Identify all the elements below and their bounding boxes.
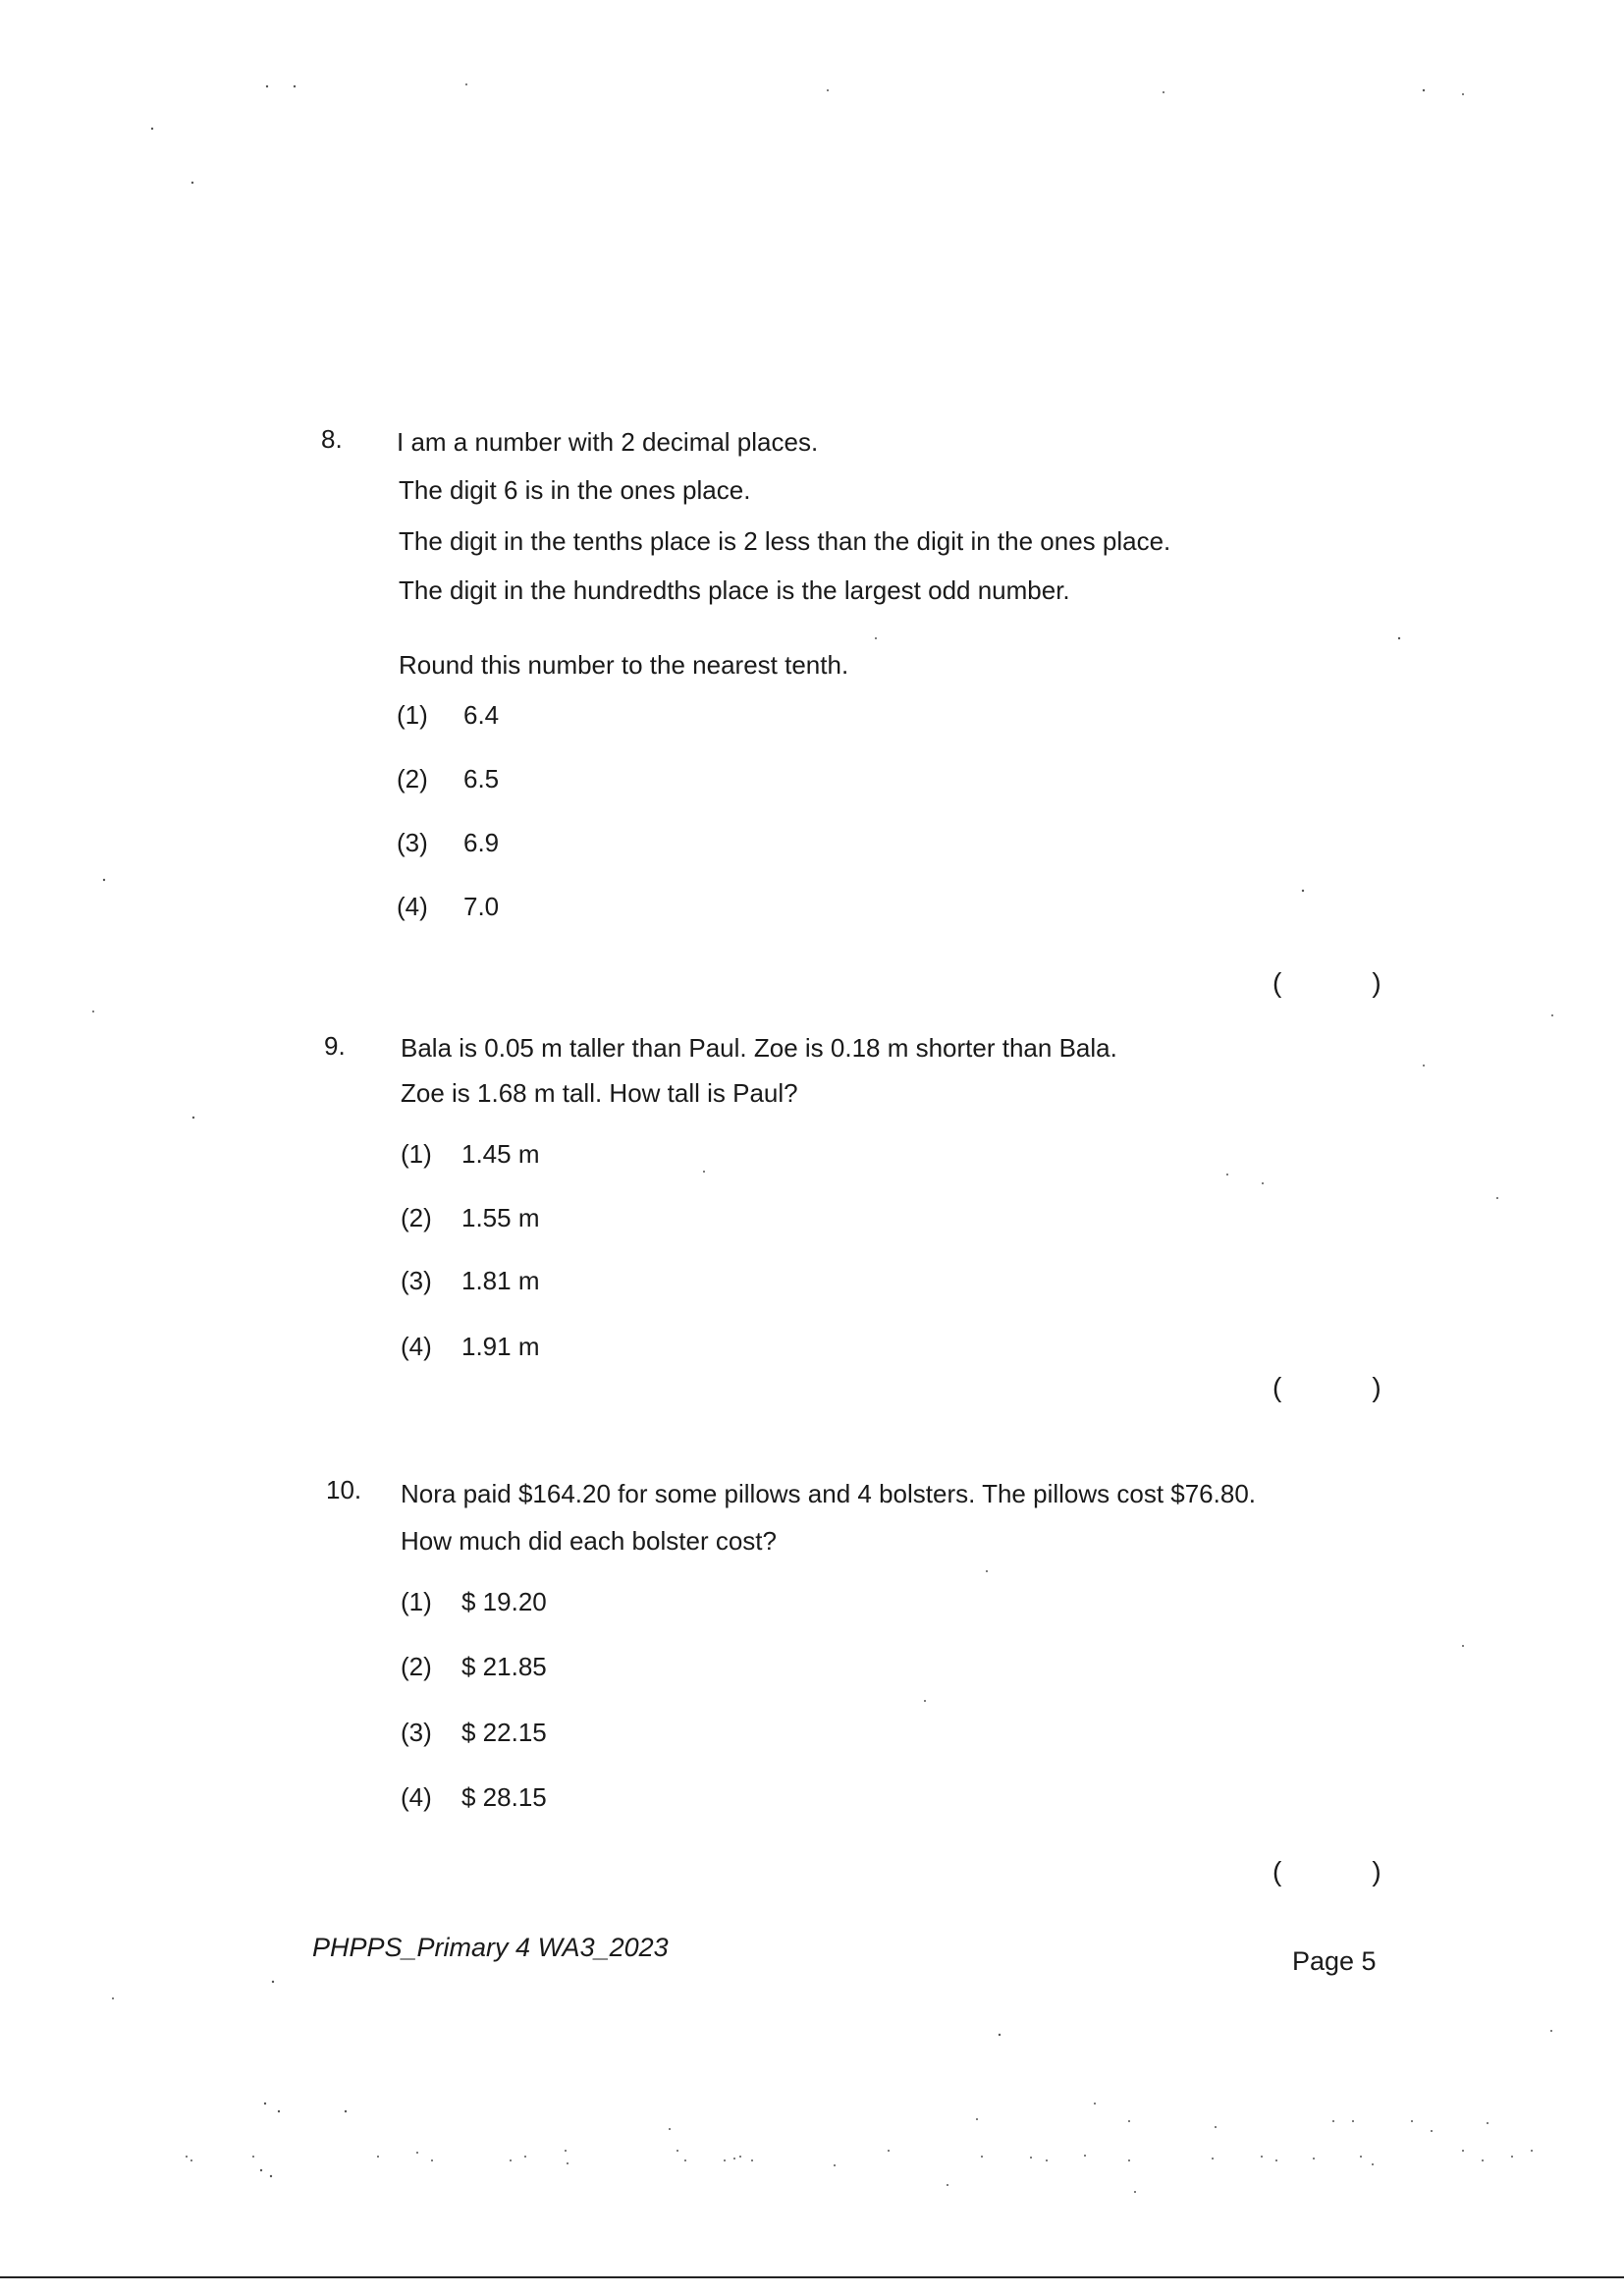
option-number: (4)	[401, 1782, 432, 1812]
question-text-line: I am a number with 2 decimal places.	[397, 427, 819, 457]
question-prompt: Round this number to the nearest tenth.	[399, 650, 849, 680]
option-text: 6.4	[463, 700, 500, 730]
option-number: (4)	[397, 892, 428, 921]
bracket-open: (	[1272, 967, 1282, 998]
option-number: (3)	[397, 828, 428, 857]
question-text-line: The digit 6 is in the ones place.	[399, 475, 751, 505]
footer-page-number: Page 5	[1292, 1946, 1377, 1976]
option-number: (3)	[401, 1718, 432, 1747]
option-text: 6.5	[463, 764, 500, 793]
bracket-close: )	[1372, 967, 1381, 998]
bottom-edge-line	[0, 2276, 1624, 2278]
bracket-open: (	[1272, 1856, 1282, 1886]
footer-paper-id: PHPPS_Primary 4 WA3_2023	[312, 1933, 669, 1962]
option-text: 7.0	[463, 892, 500, 921]
option-text: 6.9	[463, 828, 500, 857]
option-text: $ 19.20	[461, 1587, 547, 1616]
question-text-line: Zoe is 1.68 m tall. How tall is Paul?	[401, 1078, 798, 1108]
option-text: 1.55 m	[461, 1203, 540, 1232]
question-text-line: The digit in the tenths place is 2 less than the digit in the ones place.	[399, 526, 1171, 556]
option-number: (3)	[401, 1266, 432, 1295]
question-text-line: Nora paid $164.20 for some pillows and 4 bolsters. The pillows cost $76.80.	[401, 1479, 1257, 1508]
option-number: (2)	[401, 1652, 432, 1681]
bracket-close: )	[1372, 1856, 1381, 1886]
question-number: 9.	[324, 1031, 346, 1061]
option-text: $ 21.85	[461, 1652, 547, 1681]
option-text: 1.45 m	[461, 1139, 540, 1169]
option-text: $ 22.15	[461, 1718, 547, 1747]
question-text-line: The digit in the hundredths place is the largest odd number.	[399, 575, 1070, 605]
option-text: 1.91 m	[461, 1332, 540, 1361]
option-text: $ 28.15	[461, 1782, 547, 1812]
option-number: (2)	[401, 1203, 432, 1232]
question-text-line: How much did each bolster cost?	[401, 1526, 777, 1556]
option-text: 1.81 m	[461, 1266, 540, 1295]
question-number: 8.	[321, 424, 343, 454]
bracket-open: (	[1272, 1372, 1282, 1402]
option-number: (1)	[401, 1587, 432, 1616]
option-number: (1)	[397, 700, 428, 730]
option-number: (4)	[401, 1332, 432, 1361]
option-number: (2)	[397, 764, 428, 793]
question-text-line: Bala is 0.05 m taller than Paul. Zoe is 0.18 m shorter than Bala.	[401, 1033, 1117, 1063]
question-number: 10.	[326, 1475, 362, 1504]
bracket-close: )	[1372, 1372, 1381, 1402]
option-number: (1)	[401, 1139, 432, 1169]
